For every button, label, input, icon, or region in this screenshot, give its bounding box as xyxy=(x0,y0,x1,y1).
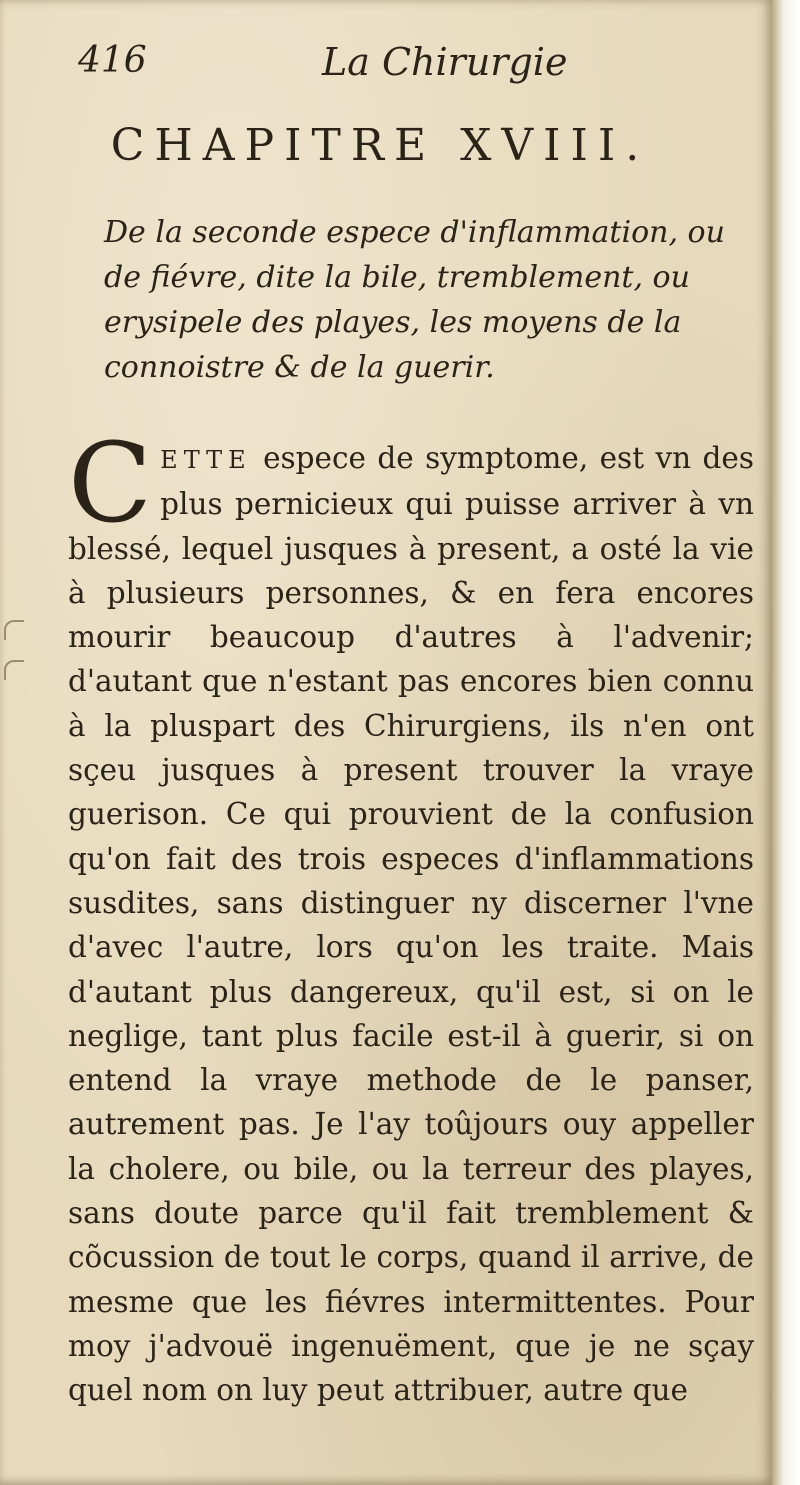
small-caps-opening: ETTE xyxy=(160,446,252,474)
margin-mark xyxy=(4,620,24,640)
running-title: La Chirurgie xyxy=(322,40,568,84)
chapter-heading: CHAPITRE XVIII. xyxy=(110,120,650,171)
page-edge xyxy=(772,0,800,1485)
body-text: espece de symptome, est vn des plus pernicieux qui puisse arriver à vn blessé, lequel jusques à present, a osté la vie à plusieurs personnes, & en fera encores mourir beaucoup d'autres à l'advenir; d'autant que n'estant pas encores bien connu à la pluspart des Chirurgiens, ils n'en ont sçeu jusques à present trouver la vraye guerison. Ce qui prouvient de la confusion qu'on fait des trois especes d'inflammations susdites, sans distinguer ny discerner l'vne d'avec l'autre, lors qu'on les traite. Mais d'autant plus dangereux, qu'il est, si on le neglige, tant plus facile est-il à guerir, si on entend la vraye methode de le panser, autrement pas. Je l'ay toûjours ouy appeller la cholere, ou bile, ou la terreur des playes, sans doute parce qu'il fait tremblement & cõcussion de tout le corps, quand il arrive, de mesme que les fiévres intermittentes. Pour moy j'advouë ingenuëment, que je ne sçay quel nom on luy peut attribuer, autre que xyxy=(68,441,754,1408)
page-number: 416 xyxy=(78,40,147,81)
chapter-subtitle: De la seconde espece d'inflammation, ou de fiévre, dite la bile, tremblement, ou erysipele des playes, les moyens de la connoistre & de la guerir. xyxy=(104,215,725,385)
drop-cap: C xyxy=(68,419,153,547)
margin-mark xyxy=(4,660,24,680)
running-head xyxy=(78,40,698,90)
body-paragraph xyxy=(68,419,754,1413)
